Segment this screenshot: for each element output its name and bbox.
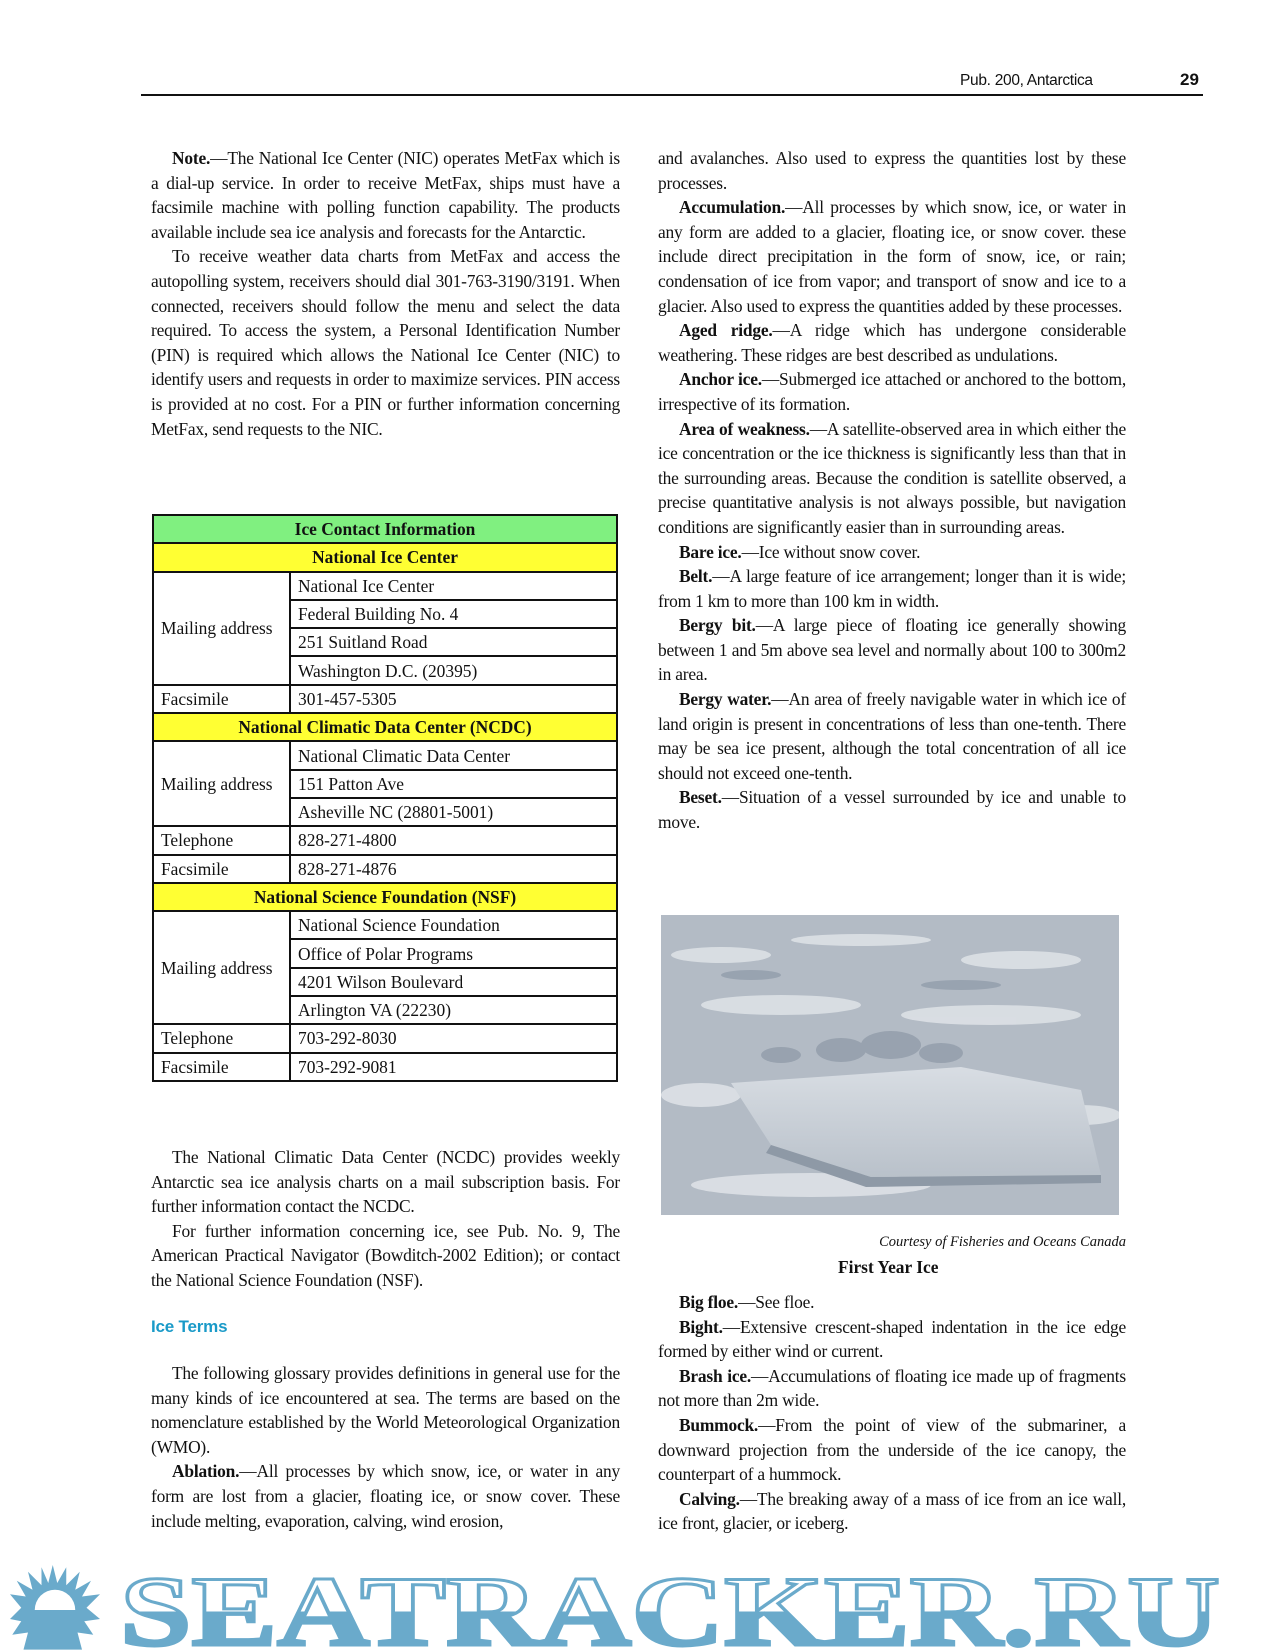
paragraph bbox=[658, 367, 1126, 416]
term: Brash ice. bbox=[679, 1365, 752, 1386]
row-value: 703-292-8030 bbox=[290, 1024, 617, 1052]
row-value: Arlington VA (22230) bbox=[290, 996, 617, 1024]
table-row bbox=[153, 911, 617, 939]
paragraph-text: —From the point of view of the submariner, a downward projection from the underside of the ice canopy, the counterpart of a hummock. bbox=[658, 1414, 1126, 1485]
paragraph bbox=[658, 1413, 1126, 1487]
paragraph bbox=[151, 1145, 620, 1219]
term: Aged ridge. bbox=[679, 320, 773, 341]
table-row bbox=[153, 572, 617, 600]
row-value: 4201 Wilson Boulevard bbox=[290, 968, 617, 996]
row-label: Facsimile bbox=[153, 685, 290, 713]
paragraph bbox=[151, 244, 620, 441]
paragraph bbox=[151, 1219, 620, 1293]
row-value: 828-271-4876 bbox=[290, 855, 617, 883]
term: Bight. bbox=[679, 1316, 723, 1337]
paragraph-text: —A large piece of floating ice generally showing between 1 and 5m above sea level and normally about 100 to 300m2 in area. bbox=[658, 615, 1126, 685]
paragraph-text: and avalanches. Also used to express the quantities lost by these processes. bbox=[658, 148, 1126, 193]
paragraph-text: —Situation of a vessel surrounded by ice and unable to move. bbox=[658, 787, 1126, 833]
paragraph-text: —The breaking away of a mass of ice from an ice wall, ice front, glacier, or iceberg. bbox=[658, 1488, 1126, 1534]
paragraph-text: —Submerged ice attached or anchored to the bottom, irrespective of its formation. bbox=[658, 369, 1126, 414]
table-section-header: National Ice Center bbox=[153, 543, 617, 571]
term: Anchor ice. bbox=[679, 369, 762, 390]
row-value: 251 Suitland Road bbox=[290, 628, 617, 656]
paragraph-text: —Accumulations of floating ice made up of fragments not more than 2m wide. bbox=[658, 1365, 1126, 1411]
figure-title: First Year Ice bbox=[838, 1257, 939, 1277]
section-heading-ice-terms: Ice Terms bbox=[151, 1317, 228, 1336]
paragraph bbox=[658, 318, 1126, 367]
paragraph-text: —An area of freely navigable water in which ice of land origin is present in concentrations of less than one-tenth. There may be sea ice present, although the total concentration of all ice should not exceed one-tenth. bbox=[658, 689, 1127, 783]
term: Accumulation. bbox=[679, 197, 786, 218]
table-row bbox=[153, 741, 617, 769]
paragraph bbox=[658, 1364, 1126, 1413]
term: Calving. bbox=[679, 1488, 740, 1509]
term: Note. bbox=[172, 148, 211, 168]
term: Bergy bit. bbox=[679, 615, 756, 636]
figure-credit: Courtesy of Fisheries and Oceans Canada bbox=[879, 1234, 1126, 1250]
row-value: National Ice Center bbox=[290, 572, 617, 600]
term: Beset. bbox=[679, 787, 722, 808]
term: Big floe. bbox=[679, 1292, 739, 1312]
paragraph bbox=[658, 1315, 1126, 1364]
paragraph bbox=[658, 417, 1126, 540]
left-column-glossary bbox=[151, 1361, 620, 1533]
paragraph-text: —All processes by which snow, ice, or water in any form are lost from a glacier, floating ice, or snow cover. These include melting, evaporation, calving, wind erosion, bbox=[151, 1461, 620, 1531]
row-value: 828-271-4800 bbox=[290, 826, 617, 854]
term: Bare ice. bbox=[679, 541, 742, 562]
table-row bbox=[153, 855, 617, 883]
paragraph bbox=[658, 613, 1126, 687]
paragraph-text: —A large feature of ice arrangement; longer than it is wide; from 1 km to more than 100 km in width. bbox=[658, 566, 1126, 611]
paragraph bbox=[658, 687, 1126, 785]
paragraph-text: —Extensive crescent-shaped indentation in the ice edge formed by either wind or current. bbox=[658, 1316, 1126, 1362]
row-value: Asheville NC (28801-5001) bbox=[290, 798, 617, 826]
table-row bbox=[153, 826, 617, 854]
table-row bbox=[153, 685, 617, 713]
sun-logo-icon bbox=[10, 1565, 100, 1650]
paragraph-text: —A ridge which has undergone considerable weathering. These ridges are best described as undulations. bbox=[658, 320, 1126, 365]
paragraph bbox=[151, 1459, 620, 1533]
paragraph bbox=[658, 785, 1126, 834]
row-value: National Science Foundation bbox=[290, 911, 617, 939]
term: Ablation. bbox=[172, 1461, 240, 1482]
table-row bbox=[153, 1024, 617, 1052]
page-number: 29 bbox=[1180, 70, 1199, 89]
paragraph-text: —Ice without snow cover. bbox=[741, 541, 921, 562]
paragraph bbox=[658, 1487, 1126, 1536]
paragraph bbox=[658, 146, 1126, 195]
first-year-ice-photo bbox=[661, 915, 1119, 1215]
left-column-intro bbox=[151, 146, 620, 441]
row-label: Facsimile bbox=[153, 855, 290, 883]
paragraph-text: —A satellite-observed area in which either the ice concentration or the ice thickness is significantly less than that in the surrounding areas. Because the condition is satellite observed, a precise quantitative analysis is not always possible, but navigation conditions are significantly easier than in surrounding areas. bbox=[658, 418, 1127, 537]
row-label: Telephone bbox=[153, 1024, 290, 1052]
paragraph-text: The following glossary provides definitions in general use for the many kinds of ice encountered at sea. The terms are based on the nomenclature established by the World Meteorological Organization (WMO). bbox=[151, 1363, 620, 1457]
row-label: Mailing address bbox=[153, 741, 290, 826]
paragraph bbox=[658, 1290, 1126, 1315]
paragraph bbox=[151, 146, 620, 244]
row-value: 301-457-5305 bbox=[290, 685, 617, 713]
row-label: Telephone bbox=[153, 826, 290, 854]
row-label: Mailing address bbox=[153, 911, 290, 1024]
term: Area of weakness. bbox=[679, 418, 810, 439]
paragraph bbox=[658, 564, 1126, 613]
watermark-text: SEATRACKER.RU bbox=[120, 1565, 1220, 1650]
right-column-glossary-top bbox=[658, 146, 1126, 835]
paragraph bbox=[658, 195, 1126, 318]
paragraph-text: —The National Ice Center (NIC) operates MetFax which is a dial-up service. In order to receive MetFax, ships must have a facsimile machine with polling function capability. The products available include sea ice analysis and forecasts for the Antarctic. bbox=[151, 148, 620, 242]
paragraph-text: —See floe. bbox=[738, 1292, 815, 1312]
row-value: 151 Patton Ave bbox=[290, 770, 617, 798]
right-column-glossary-bottom bbox=[658, 1290, 1126, 1536]
paragraph-text: For further information concerning ice, see Pub. No. 9, The American Practical Navigator (Bowditch-2002 Edition); or contact the National Science Foundation (NSF). bbox=[151, 1220, 620, 1290]
row-value: National Climatic Data Center bbox=[290, 741, 617, 769]
left-column-after-table bbox=[151, 1145, 620, 1293]
seatracker-watermark bbox=[0, 1565, 1275, 1650]
table-row bbox=[153, 1053, 617, 1081]
paragraph-text: The National Climatic Data Center (NCDC) provides weekly Antarctic sea ice analysis charts on a mail subscription basis. For further information contact the NCDC. bbox=[151, 1147, 620, 1217]
table-title: Ice Contact Information bbox=[153, 515, 617, 543]
header-rule bbox=[141, 94, 1203, 96]
term: Bergy water. bbox=[679, 689, 772, 710]
paragraph bbox=[658, 540, 1126, 565]
table-section-header: National Climatic Data Center (NCDC) bbox=[153, 713, 617, 741]
row-value: Office of Polar Programs bbox=[290, 939, 617, 967]
running-header: Pub. 200, Antarctica bbox=[960, 72, 1093, 89]
table-section-header: National Science Foundation (NSF) bbox=[153, 883, 617, 911]
row-value: Washington D.C. (20395) bbox=[290, 656, 617, 684]
term: Belt. bbox=[679, 566, 713, 587]
paragraph-text: To receive weather data charts from MetFax and access the autopolling system, receivers should dial 301-763-3190/3191. When connected, receivers should follow the menu and select the data required. To access the system, a Personal Identification Number (PIN) is required which allows the National Ice Center (NIC) to identify users and requests in order to maximize services. PIN access is provided at no cost. For a PIN or further information concerning MetFax, send requests to the NIC. bbox=[151, 246, 620, 439]
paragraph-text: —All processes by which snow, ice, or water in any form are added to a glacier, floating ice, or snow cover. these include direct precipitation in the form of snow, ice, or rain; condensation of ice from vapor; and transport of snow and ice to a glacier. Also used to express the quantities added by these processes. bbox=[658, 197, 1126, 316]
row-label: Facsimile bbox=[153, 1053, 290, 1081]
paragraph bbox=[151, 1361, 620, 1459]
ice-contact-table bbox=[152, 514, 618, 1082]
row-value: 703-292-9081 bbox=[290, 1053, 617, 1081]
row-label: Mailing address bbox=[153, 572, 290, 685]
row-value: Federal Building No. 4 bbox=[290, 600, 617, 628]
term: Bummock. bbox=[679, 1414, 759, 1435]
